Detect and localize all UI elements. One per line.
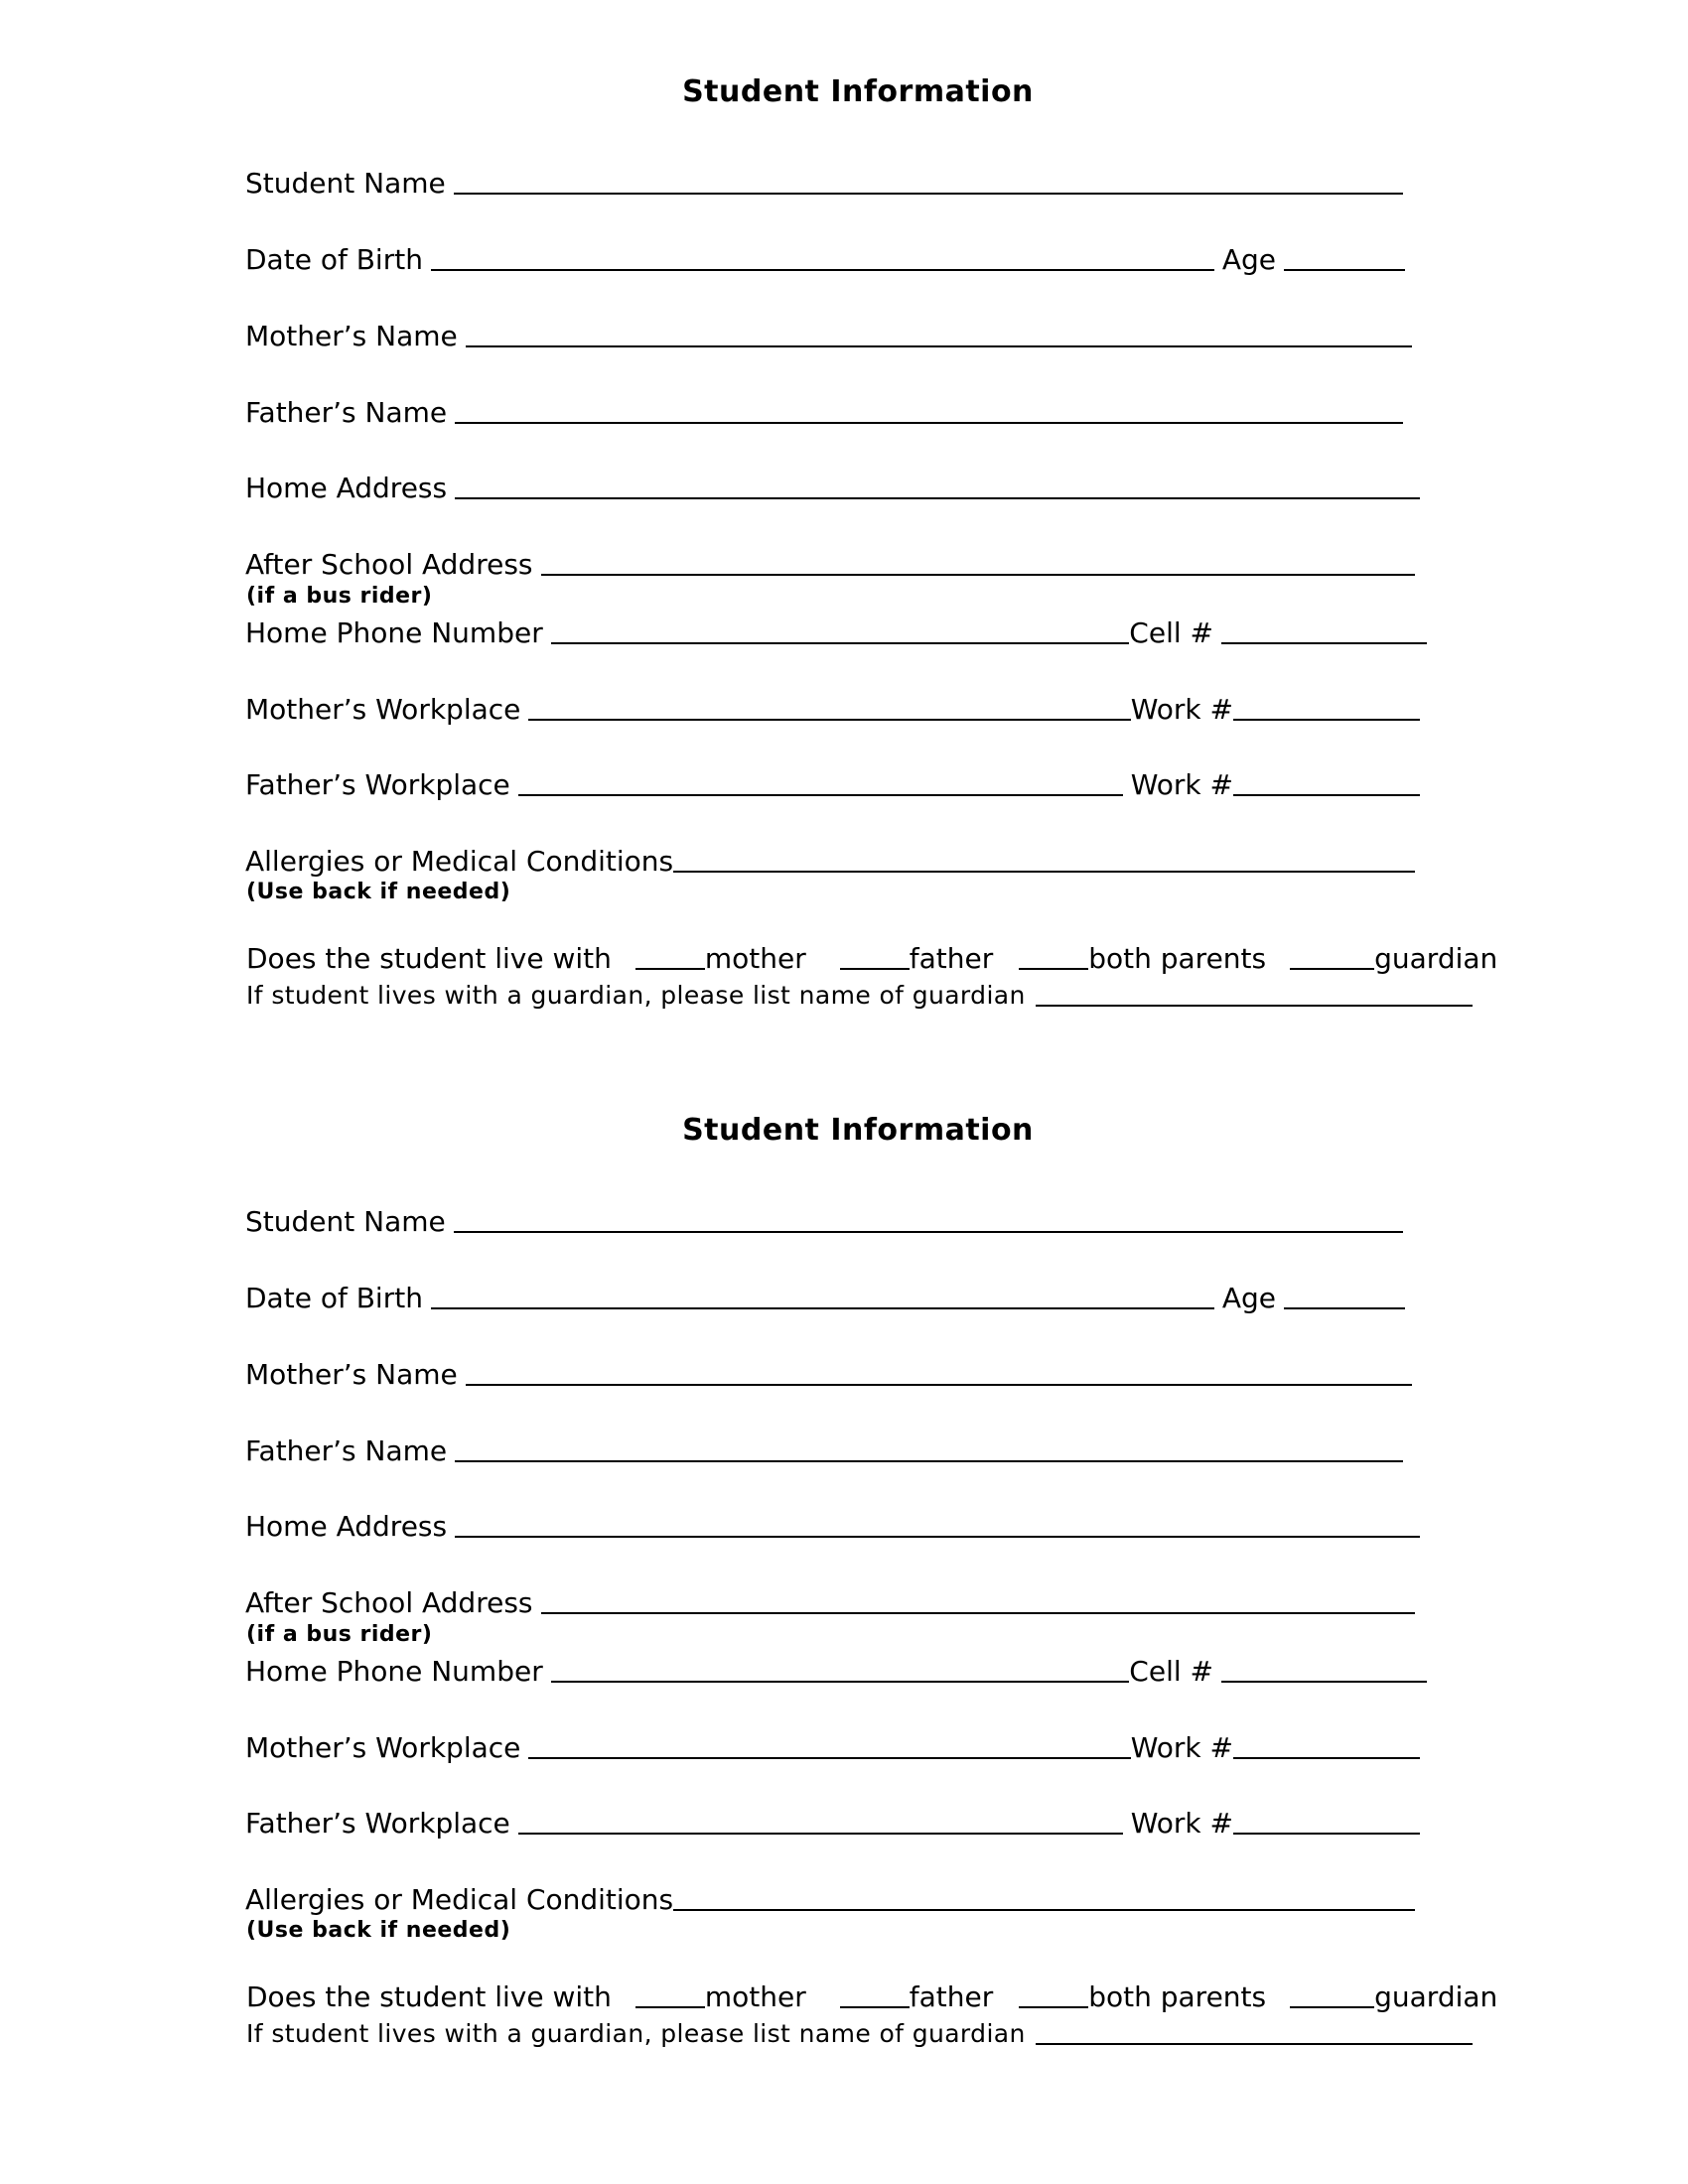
mothers-workplace-label: Mother’s Workplace bbox=[245, 1731, 521, 1764]
fathers-name-label: Father’s Name bbox=[245, 396, 448, 429]
lives-with-question: Does the student live with bbox=[246, 1980, 612, 2013]
student-name-field[interactable] bbox=[454, 163, 1403, 195]
father-blank[interactable] bbox=[840, 1977, 910, 2008]
mother-blank[interactable] bbox=[635, 938, 705, 970]
guardian-name-row bbox=[246, 2011, 1473, 2051]
student-name-row bbox=[245, 1199, 1403, 1239]
age-label: Age bbox=[1221, 243, 1276, 276]
mother-option: mother bbox=[704, 1980, 806, 2013]
after-school-address-row bbox=[245, 542, 1415, 582]
guardian-name-field[interactable] bbox=[1036, 2013, 1473, 2045]
mothers-name-label: Mother’s Name bbox=[245, 320, 458, 352]
use-back-note: (Use back if needed) bbox=[246, 1918, 511, 1943]
home-phone-label: Home Phone Number bbox=[245, 616, 543, 649]
mothers-work-number-label: Work # bbox=[1130, 1731, 1233, 1764]
dob-field[interactable] bbox=[431, 239, 1214, 271]
fathers-work-number-label: Work # bbox=[1130, 1807, 1233, 1840]
age-label: Age bbox=[1221, 1282, 1276, 1314]
mothers-name-row bbox=[245, 1352, 1412, 1392]
use-back-note: (Use back if needed) bbox=[246, 880, 511, 904]
mothers-workplace-row bbox=[245, 687, 1420, 727]
student-info-form-2 bbox=[0, 1038, 1688, 2081]
guardian-prompt: If student lives with a guardian, please list name of guardian bbox=[246, 2019, 1026, 2048]
after-school-address-field[interactable] bbox=[541, 544, 1415, 576]
father-option: father bbox=[909, 1980, 994, 2013]
allergies-row bbox=[245, 1877, 1415, 1917]
both-parents-blank[interactable] bbox=[1019, 1977, 1088, 2008]
guardian-option: guardian bbox=[1374, 1980, 1498, 2013]
guardian-prompt: If student lives with a guardian, please list name of guardian bbox=[246, 981, 1026, 1010]
mothers-workplace-label: Mother’s Workplace bbox=[245, 693, 521, 726]
home-address-row bbox=[245, 1504, 1420, 1544]
fathers-workplace-row bbox=[245, 762, 1420, 802]
fathers-workplace-label: Father’s Workplace bbox=[245, 1807, 510, 1840]
fathers-work-number-field[interactable] bbox=[1233, 764, 1420, 796]
guardian-name-row bbox=[246, 973, 1473, 1013]
mothers-name-field[interactable] bbox=[466, 1354, 1412, 1386]
student-name-label: Student Name bbox=[245, 1205, 446, 1238]
bus-rider-note: (if a bus rider) bbox=[246, 584, 433, 609]
both-parents-blank[interactable] bbox=[1019, 938, 1088, 970]
allergies-label: Allergies or Medical Conditions bbox=[245, 1883, 674, 1916]
both-parents-option: both parents bbox=[1088, 1980, 1267, 2013]
student-name-field[interactable] bbox=[454, 1201, 1403, 1233]
guardian-blank[interactable] bbox=[1290, 1977, 1374, 2008]
lives-with-row bbox=[246, 1975, 1497, 2014]
mothers-workplace-field[interactable] bbox=[528, 1727, 1130, 1759]
fathers-name-row bbox=[245, 390, 1403, 430]
fathers-name-field[interactable] bbox=[455, 1431, 1403, 1462]
mothers-work-number-field[interactable] bbox=[1233, 689, 1420, 721]
home-address-field[interactable] bbox=[455, 468, 1420, 499]
guardian-name-field[interactable] bbox=[1036, 975, 1473, 1007]
father-blank[interactable] bbox=[840, 938, 910, 970]
after-school-address-row bbox=[245, 1580, 1415, 1620]
dob-field[interactable] bbox=[431, 1278, 1214, 1309]
home-address-field[interactable] bbox=[455, 1506, 1420, 1538]
home-address-row bbox=[245, 466, 1420, 505]
allergies-field[interactable] bbox=[673, 1879, 1415, 1911]
home-phone-row bbox=[245, 1649, 1427, 1689]
form-title: Student Information bbox=[682, 1113, 1034, 1148]
student-name-row bbox=[245, 161, 1403, 201]
home-address-label: Home Address bbox=[245, 1510, 448, 1543]
fathers-workplace-row bbox=[245, 1801, 1420, 1841]
dob-label: Date of Birth bbox=[245, 243, 423, 276]
mothers-name-row bbox=[245, 314, 1412, 353]
allergies-label: Allergies or Medical Conditions bbox=[245, 845, 674, 878]
cell-label: Cell # bbox=[1129, 1655, 1213, 1688]
form-title: Student Information bbox=[682, 74, 1034, 109]
fathers-workplace-label: Father’s Workplace bbox=[245, 768, 510, 801]
fathers-name-field[interactable] bbox=[455, 392, 1403, 424]
after-school-address-label: After School Address bbox=[245, 1586, 533, 1619]
home-phone-label: Home Phone Number bbox=[245, 1655, 543, 1688]
dob-label: Date of Birth bbox=[245, 1282, 423, 1314]
mother-blank[interactable] bbox=[635, 1977, 705, 2008]
after-school-address-label: After School Address bbox=[245, 548, 533, 581]
cell-field[interactable] bbox=[1221, 1651, 1427, 1683]
home-phone-field[interactable] bbox=[551, 613, 1130, 644]
mothers-work-number-field[interactable] bbox=[1233, 1727, 1420, 1759]
cell-field[interactable] bbox=[1221, 613, 1427, 644]
fathers-workplace-field[interactable] bbox=[518, 1803, 1123, 1835]
lives-with-question: Does the student live with bbox=[246, 942, 612, 975]
fathers-work-number-field[interactable] bbox=[1233, 1803, 1420, 1835]
mothers-name-label: Mother’s Name bbox=[245, 1358, 458, 1391]
age-field[interactable] bbox=[1284, 1278, 1405, 1309]
fathers-workplace-field[interactable] bbox=[518, 764, 1123, 796]
both-parents-option: both parents bbox=[1088, 942, 1267, 975]
fathers-name-row bbox=[245, 1429, 1403, 1468]
cell-label: Cell # bbox=[1129, 616, 1213, 649]
mother-option: mother bbox=[704, 942, 806, 975]
bus-rider-note: (if a bus rider) bbox=[246, 1622, 433, 1647]
dob-row bbox=[245, 1276, 1405, 1315]
father-option: father bbox=[909, 942, 994, 975]
student-info-form-1 bbox=[0, 0, 1688, 1042]
dob-row bbox=[245, 237, 1405, 277]
mothers-name-field[interactable] bbox=[466, 316, 1412, 347]
age-field[interactable] bbox=[1284, 239, 1405, 271]
allergies-row bbox=[245, 839, 1415, 879]
student-name-label: Student Name bbox=[245, 167, 446, 200]
after-school-address-field[interactable] bbox=[541, 1582, 1415, 1614]
home-address-label: Home Address bbox=[245, 472, 448, 504]
mothers-workplace-row bbox=[245, 1725, 1420, 1765]
mothers-work-number-label: Work # bbox=[1130, 693, 1233, 726]
guardian-blank[interactable] bbox=[1290, 938, 1374, 970]
guardian-option: guardian bbox=[1374, 942, 1498, 975]
fathers-work-number-label: Work # bbox=[1130, 768, 1233, 801]
home-phone-field[interactable] bbox=[551, 1651, 1130, 1683]
allergies-field[interactable] bbox=[673, 841, 1415, 873]
home-phone-row bbox=[245, 611, 1427, 650]
fathers-name-label: Father’s Name bbox=[245, 1434, 448, 1467]
mothers-workplace-field[interactable] bbox=[528, 689, 1130, 721]
lives-with-row bbox=[246, 936, 1497, 976]
